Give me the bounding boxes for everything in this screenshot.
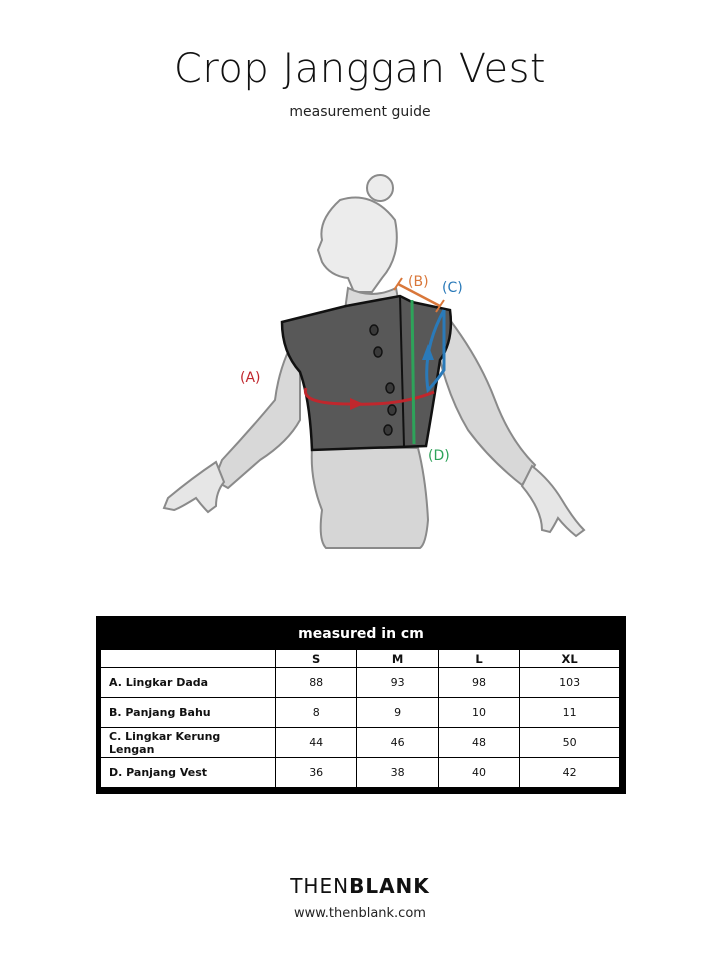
size-header-blank	[101, 650, 276, 668]
table-cell: 93	[357, 668, 438, 698]
shirt-body	[312, 448, 428, 548]
right-hand	[522, 466, 584, 536]
row-label: C. Lingkar Kerung Lengan	[101, 728, 276, 758]
label-d: (D)	[428, 448, 450, 464]
length-measure-line	[412, 300, 414, 444]
size-chart-heading: measured in cm	[298, 626, 424, 642]
table-cell: 38	[357, 758, 438, 788]
size-table	[100, 649, 620, 788]
table-cell: 9	[357, 698, 438, 728]
table-cell: 40	[438, 758, 519, 788]
table-cell: 11	[520, 698, 620, 728]
brand-logo-light: THEN	[290, 874, 350, 898]
model-illustration	[150, 160, 600, 560]
label-c: (C)	[442, 280, 463, 296]
page-subtitle: measurement guide	[289, 104, 431, 120]
row-label: A. Lingkar Dada	[101, 668, 276, 698]
table-row	[101, 698, 620, 728]
brand-logo-bold: BLANK	[349, 874, 430, 898]
shoulder-measure-cap-left	[394, 278, 402, 290]
table-cell: 42	[520, 758, 620, 788]
website-link[interactable]: www.thenblank.com	[294, 906, 426, 921]
page-title: Crop Janggan Vest	[173, 46, 547, 92]
size-header-xl: XL	[520, 650, 620, 668]
table-cell: 44	[276, 728, 357, 758]
size-header-l: L	[438, 650, 519, 668]
right-sleeve	[440, 320, 535, 485]
row-label: D. Panjang Vest	[101, 758, 276, 788]
label-a: (A)	[240, 370, 261, 386]
table-cell: 48	[438, 728, 519, 758]
size-header-m: M	[357, 650, 438, 668]
size-header-s: S	[276, 650, 357, 668]
row-label: B. Panjang Bahu	[101, 698, 276, 728]
left-hand	[164, 462, 224, 512]
size-header-row	[101, 650, 620, 668]
table-cell: 98	[438, 668, 519, 698]
table-cell: 88	[276, 668, 357, 698]
brand-logo	[0, 874, 720, 898]
table-row	[101, 668, 620, 698]
table-cell: 103	[520, 668, 620, 698]
table-row	[101, 728, 620, 758]
table-cell: 46	[357, 728, 438, 758]
table-cell: 8	[276, 698, 357, 728]
table-row	[101, 758, 620, 788]
size-chart	[96, 616, 626, 794]
table-cell: 36	[276, 758, 357, 788]
model-head	[318, 175, 397, 292]
label-b: (B)	[408, 274, 429, 290]
table-cell: 10	[438, 698, 519, 728]
table-cell: 50	[520, 728, 620, 758]
